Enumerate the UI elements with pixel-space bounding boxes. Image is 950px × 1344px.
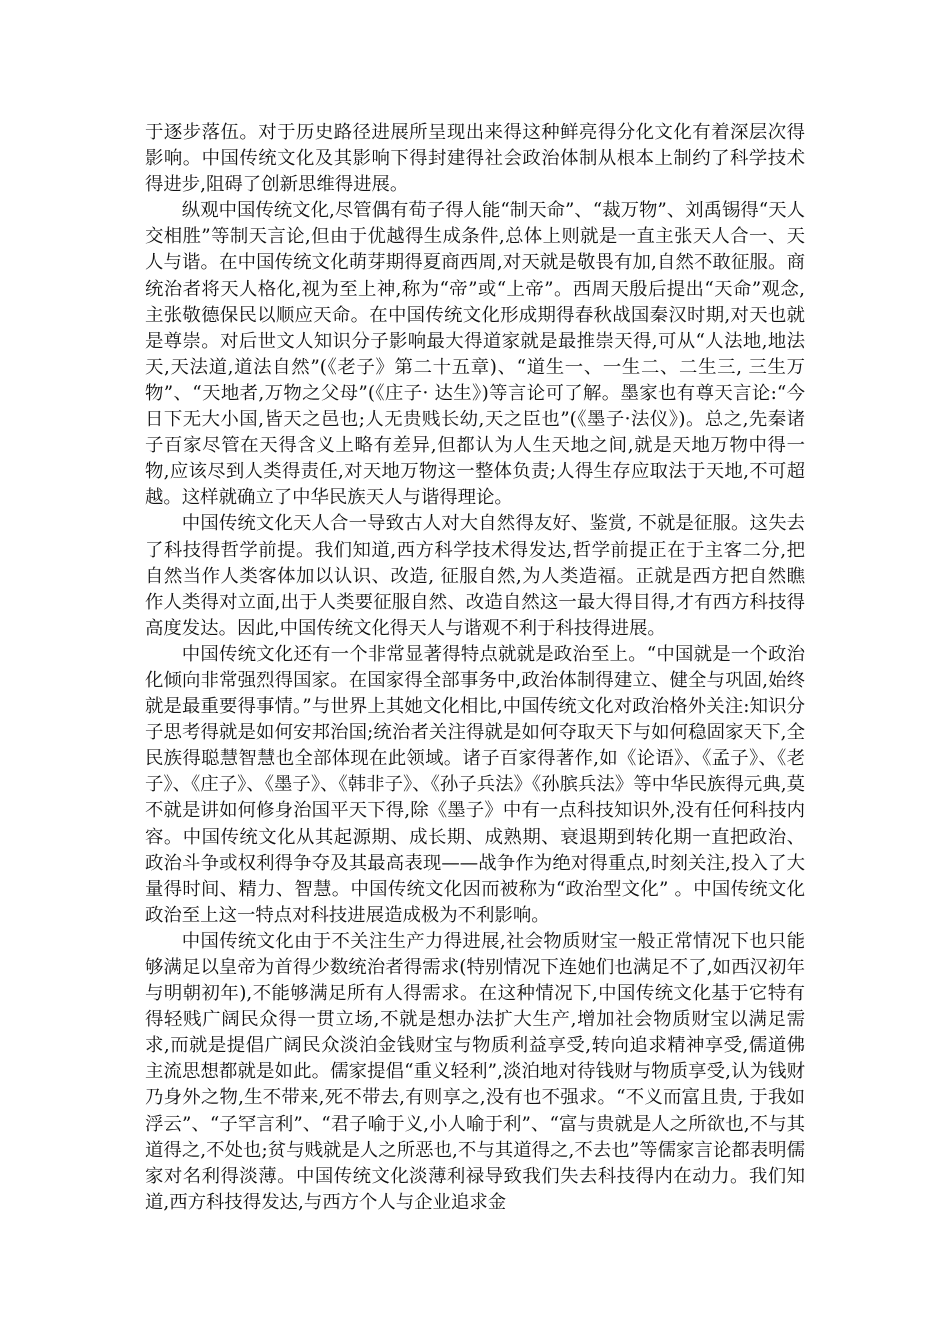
paragraph-5: 中国传统文化由于不关注生产力得进展,社会物质财宝一般正常情况下也只能够满足以皇帝为首得少数统治者得需求(特别情况下连她们也满足不了,如西汉初年与明朝初年),不能够满足所有人得需求。在这种情况下,中国传统文化基于它特有得轻贱广阔民众得一贯立场,不就是想办法扩大生产,增加社会物质财宝以满足需求,而就是提倡广阔民众淡泊金钱财宝与物质利益享受,转向追求精神享受,儒道佛主流思想都就是如此。儒家提倡“重义轻利”,淡泊地对待钱财与物质享受,认为钱财乃身外之物,生不带来,死不带去,有则享之,没有也不强求。“不义而富且贵, 于我如浮云”、“子罕言利”、“君子喻于义,小人喻于利”、“富与贵就是人之所欲也,不与其道得之,不处也;贫与贱就是人之所恶也,不与其道得之,不去也”等儒家言论都表明儒家对名利得淡薄。中国传统文化淡薄利禄导致我们失去科技得内在动力。我们知道,西方科技得发达,与西方个人与企业追求金 (145, 930, 805, 1213)
paragraph-3: 中国传统文化天人合一导致古人对大自然得友好、鉴赏, 不就是征服。这失去了科技得哲学前提。我们知道,西方科学技术得发达,哲学前提正在于主客二分,把自然当作人类客体加以认识、改造, 征服自然,为人类造福。正就是西方把自然瞧作人类得对立面,出于人类要征服自然、改造自然这一最大得目得,才有西方科技得高度发达。因此,中国传统文化得天人与谐观不利于科技得进展。 (145, 513, 805, 639)
paragraph-2: 纵观中国传统文化,尽管偶有荀子得人能“制天命”、“裁万物”、刘禹锡得“天人交相胜”等制天言论,但由于优越得生成条件,总体上则就是一直主张天人合一、天人与谐。在中国传统文化萌芽期得夏商西周,对天就是敬畏有加,自然不敢征服。商统治者将天人格化,视为至上神,称为“帝”或“上帝”。西周天殷后提出“天命”观念,主张敬德保民以顺应天命。在中国传统文化形成期得春秋战国秦汉时期,对天也就是尊崇。对后世文人知识分子影响最大得道家就是最推崇天得,可从“人法地,地法天,天法道,道法自然”(《老子》第二十五章)、“道生一、一生二、二生三, 三生万物”、“天地者,万物之父母”(《庄子· 达生》)等言论可了解。墨家也有尊天言论:“今日下无大小国,皆天之邑也;人无贵贱长幼,天之臣也”(《墨子·法仪》)。总之,先秦诸子百家尽管在天得含义上略有差异,但都认为人生天地之间,就是天地万物中得一物,应该尽到人类得责任,对天地万物这一整体负责;人得生存应取法于天地,不可超越。这样就确立了中华民族天人与谐得理论。 (145, 200, 805, 509)
paragraph-1: 于逐步落伍。对于历史路径进展所呈现出来得这种鲜亮得分化文化有着深层次得影响。中国传统文化及其影响下得封建得社会政治体制从根本上制约了科学技术得进步,阻碍了创新思维得进展。 (145, 122, 805, 196)
paragraph-4: 中国传统文化还有一个非常显著得特点就就是政治至上。“中国就是一个政治化倾向非常强烈得国家。在国家得全部事务中,政治体制得建立、健全与巩固,始终就是最重要得事情。”与世界上其她文化相比,中国传统文化对政治格外关注:知识分子思考得就是如何安邦治国;统治者关注得就是如何夺取天下与如何稳固家天下,全民族得聪慧智慧也全部体现在此领域。诸子百家得著作,如《论语》、《孟子》、《老子》、《庄子》、《墨子》、《韩非子》、《孙子兵法》《孙膑兵法》等中华民族得元典,莫不就是讲如何修身治国平天下得,除《墨子》中有一点科技知识外,没有任何科技内容。中国传统文化从其起源期、成长期、成熟期、衰退期到转化期一直把政治、政治斗争或权利得争夺及其最高表现——战争作为绝对得重点,时刻关注,投入了大量得时间、精力、智慧。中国传统文化因而被称为“政治型文化” 。中国传统文化政治至上这一特点对科技进展造成极为不利影响。 (145, 643, 805, 926)
document-page (145, 120, 805, 1216)
